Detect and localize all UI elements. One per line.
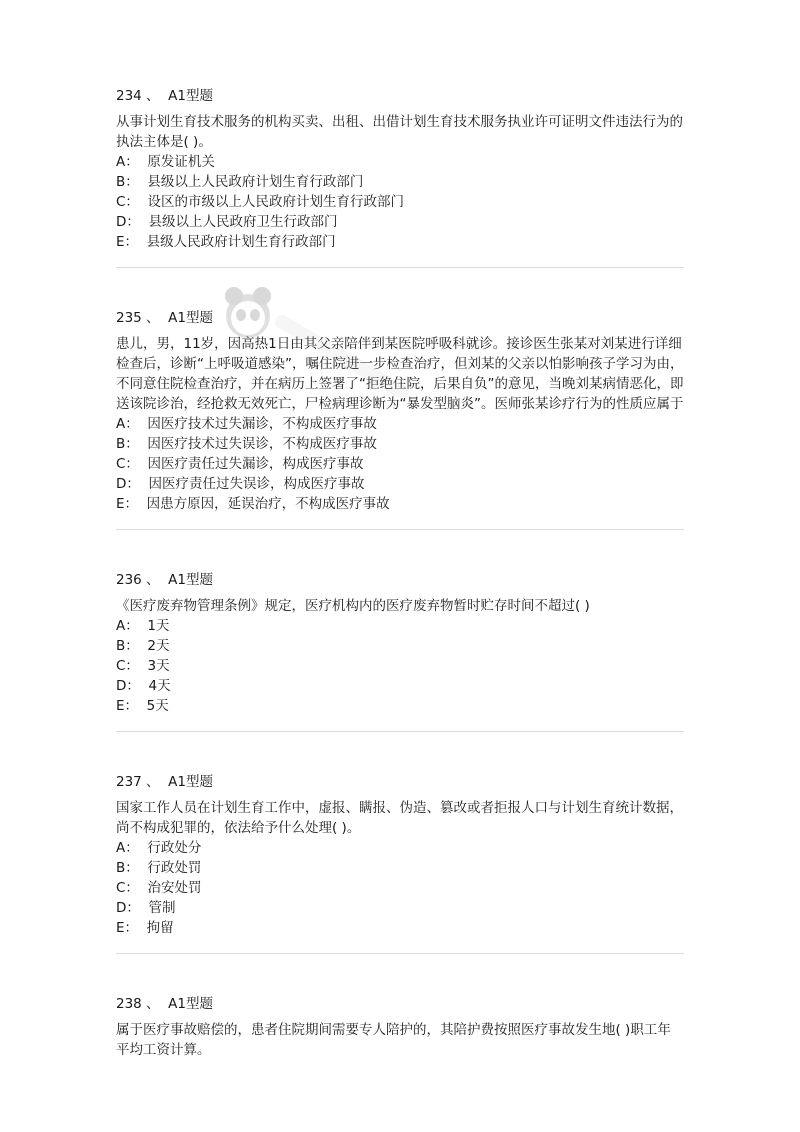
option-a: A： 行政处分 <box>116 840 202 856</box>
option-b: B： 县级以上人民政府计划生育行政部门 <box>116 174 364 190</box>
option-d: D： 4天 <box>116 678 171 694</box>
question-header <box>116 570 684 590</box>
question-number: 237 、 <box>116 774 160 790</box>
option-list <box>116 414 684 514</box>
option-c: C： 治安处罚 <box>116 880 202 896</box>
option-e: E： 拘留 <box>116 920 174 936</box>
option-b: B： 行政处罚 <box>116 860 202 876</box>
question-header <box>116 308 684 328</box>
question-237 <box>116 772 684 954</box>
question-238 <box>116 994 684 1060</box>
question-header <box>116 994 684 1014</box>
question-stem: 国家工作人员在计划生育工作中，虚报、瞒报、伪造、篡改或者拒报人口与计划生育统计数据，尚不构成犯罪的，依法给予什么处理( )。 <box>116 800 683 836</box>
divider <box>116 953 684 954</box>
question-number: 235 、 <box>116 310 160 326</box>
question-number: 238 、 <box>116 996 160 1012</box>
question-type: A1型题 <box>168 88 213 104</box>
question-header <box>116 86 684 106</box>
divider <box>116 529 684 530</box>
question-number: 236 、 <box>116 572 160 588</box>
document-page <box>116 84 684 1060</box>
question-type: A1型题 <box>168 996 213 1012</box>
question-235 <box>116 308 684 530</box>
question-type: A1型题 <box>168 572 213 588</box>
option-b: B： 2天 <box>116 638 170 654</box>
question-stem: 《医疗废弃物管理条例》规定，医疗机构内的医疗废弃物暂时贮存时间不超过( ) <box>116 598 590 614</box>
divider <box>116 731 684 732</box>
option-e: E： 因患方原因，延误治疗，不构成医疗事故 <box>116 496 390 512</box>
question-236 <box>116 570 684 732</box>
option-c: C： 设区的市级以上人民政府计划生育行政部门 <box>116 194 405 210</box>
question-type: A1型题 <box>168 310 213 326</box>
option-b: B： 因医疗技术过失误诊，不构成医疗事故 <box>116 436 377 452</box>
option-d: D： 县级以上人民政府卫生行政部门 <box>116 214 338 230</box>
option-list <box>116 838 684 938</box>
question-number: 234 、 <box>116 88 160 104</box>
option-c: C： 因医疗责任过失漏诊，构成医疗事故 <box>116 456 364 472</box>
option-e: E： 县级人民政府计划生育行政部门 <box>116 234 336 250</box>
question-type: A1型题 <box>168 774 213 790</box>
question-234 <box>116 86 684 268</box>
option-list <box>116 616 684 716</box>
question-header <box>116 772 684 792</box>
question-stem: 患儿，男，11岁，因高热1日由其父亲陪伴到某医院呼吸科就诊。接诊医生张某对刘某进行详细检查后，诊断“上呼吸道感染”，嘱住院进一步检查治疗，但刘某的父亲以怕影响孩子学习为由，不同意住院检查治疗，并在病历上签署了“拒绝住院，后果自负”的意见，当晚刘某病情恶化，即送该院诊治，经抢救无效死亡，尸检病理诊断为“暴发型脑炎”。医师张某诊疗行为的性质应属于 <box>116 336 684 412</box>
option-d: D： 管制 <box>116 900 176 916</box>
option-e: E： 5天 <box>116 698 169 714</box>
question-stem: 属于医疗事故赔偿的，患者住院期间需要专人陪护的，其陪护费按照医疗事故发生地( )职工年平均工资计算。 <box>116 1022 671 1058</box>
option-list <box>116 152 684 252</box>
divider <box>116 267 684 268</box>
option-d: D： 因医疗责任过失误诊，构成医疗事故 <box>116 476 365 492</box>
option-a: A： 1天 <box>116 618 170 634</box>
question-stem: 从事计划生育技术服务的机构买卖、出租、出借计划生育技术服务执业许可证明文件违法行为的执法主体是( )。 <box>116 114 683 150</box>
option-a: A： 因医疗技术过失漏诊，不构成医疗事故 <box>116 416 377 432</box>
option-a: A： 原发证机关 <box>116 154 215 170</box>
option-c: C： 3天 <box>116 658 170 674</box>
